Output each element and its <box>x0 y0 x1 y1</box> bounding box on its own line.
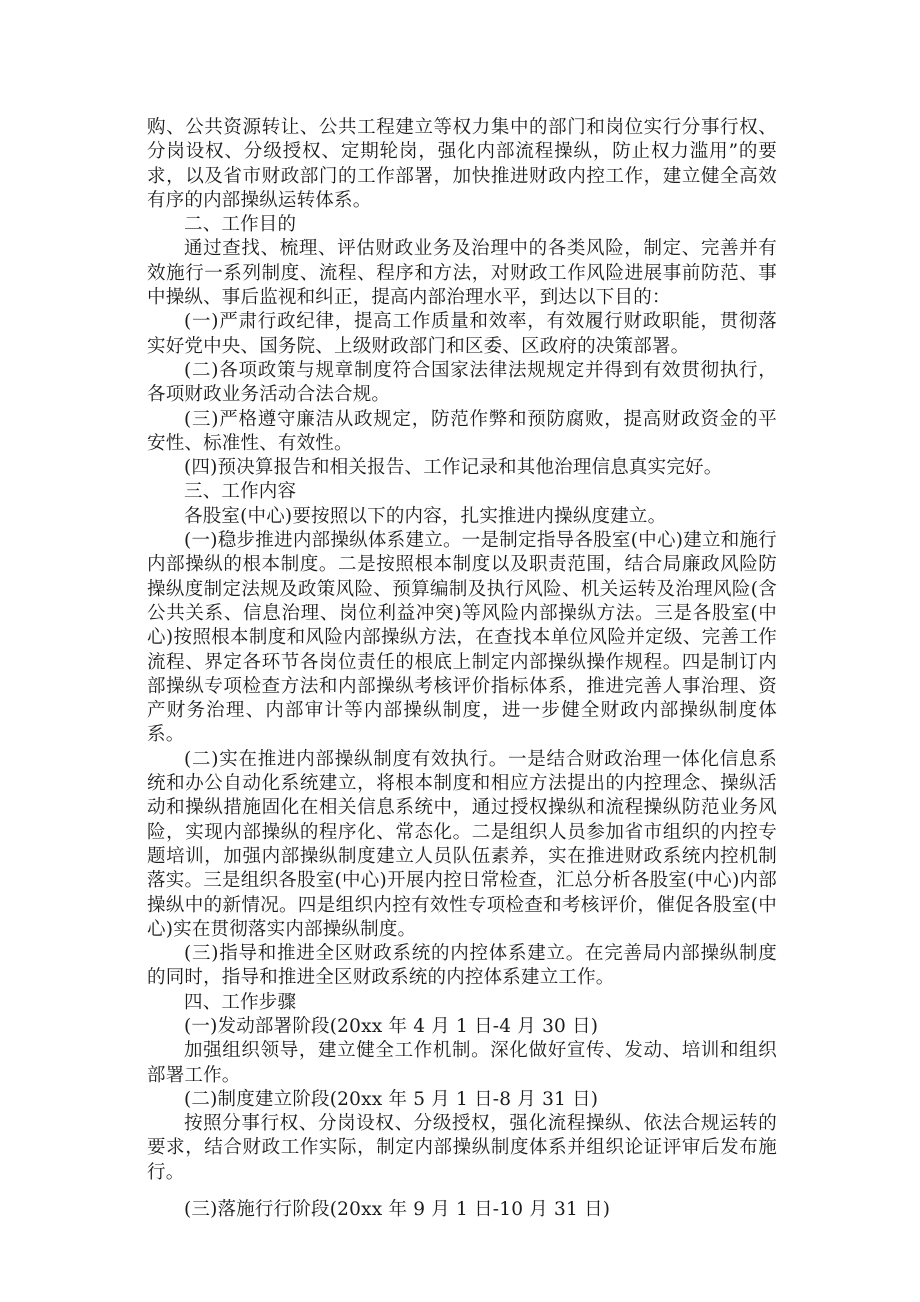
paragraph-step-2-title: (二)制度建立阶段(20xx 年 5 月 1 日-8 月 31 日) <box>184 1088 599 1110</box>
section-heading-work-steps: 四、工作步骤 <box>184 991 297 1013</box>
paragraph-step-2-body: 按照分事行权、分岗设权、分级授权，强化流程操纵、依法合规运转的要求，结合财政工作实际，制定内部操纵制度体系并组织论证评审后发布施行。 <box>147 1113 777 1183</box>
section-heading-work-goal: 二、工作目的 <box>184 214 297 236</box>
paragraph-step-1-title: (一)发动部署阶段(20xx 年 4 月 1 日-4 月 30 日) <box>184 1015 599 1037</box>
paragraph-goal-item-4: (四)预决算报告和相关报告、工作记录和其他治理信息真实完好。 <box>184 457 723 479</box>
paragraph-content-item-2: (二)实在推进内部操纵制度有效执行。一是结合财政治理一体化信息系统和办公自动化系统建立，将根本制度和相应方法提出的内控理念、操纵活动和操纵措施固化在相关信息系统中，通过授权操纵和流程操纵防范业务风险，实现内部操纵的程序化、常态化。二是组织人员参加省市组织的内控专题培训，加强内部操纵制度建立人员队伍素养，实在推进财政系统内控机制落实。三是组织各股室(中心)开展内控日常检查，汇总分析各股室(中心)内部操纵中的新情况。四是组织内控有效性专项检查和考核评价，催促各股室(中心)实在贯彻落实内部操纵制度。 <box>147 748 777 940</box>
paragraph-work-content: 各股室(中心)要按照以下的内容，扎实推进内操纵度建立。 <box>184 505 667 527</box>
document-body <box>147 116 777 1222</box>
paragraph-goal-item-1: (一)严肃行政纪律，提高工作质量和效率，有效履行财政职能，贯彻落实好党中央、国务院、上级财政部门和区委、区政府的决策部署。 <box>147 311 777 357</box>
paragraph-content-item-3: (三)指导和推进全区财政系统的内控体系建立。在完善局内部操纵制度的同时，指导和推进全区财政系统的内控体系建立工作。 <box>147 943 777 989</box>
paragraph-step-3-title: (三)落施行行阶段(20xx 年 9 月 1 日-10 月 31 日) <box>184 1199 611 1221</box>
paragraph-work-goal: 通过查找、梳理、评估财政业务及治理中的各类风险，制定、完善并有效施行一系列制度、流程、程序和方法，对财政工作风险进展事前防范、事中操纵、事后监视和纠正，提高内部治理水平，到达以下目的： <box>147 238 777 309</box>
paragraph-goal-item-2: (二)各项政策与规章制度符合国家法律法规规定并得到有效贯彻执行，各项财政业务活动合法合规。 <box>147 359 777 406</box>
paragraph-goal-item-3: (三)严格遵守廉洁从政规定，防范作弊和预防腐败，提高财政资金的平安性、标准性、有效性。 <box>147 408 777 454</box>
paragraph-step-1-body: 加强组织领导，建立健全工作机制。深化做好宣传、发动、培训和组织部署工作。 <box>147 1040 777 1086</box>
paragraph-content-item-1: (一)稳步推进内部操纵体系建立。一是制定指导各股室(中心)建立和施行内部操纵的根本制度。二是按照根本制度以及职责范围，结合局廉政风险防操纵度制定法规及政策风险、预算编制及执行风险、机关运转及治理风险(含公共关系、信息治理、岗位利益冲突)等风险内部操纵方法。三是各股室(中心)按照根本制度和风险内部操纵方法，在查找本单位风险并定级、完善工作流程、界定各环节各岗位责任的根底上制定内部操纵操作规程。四是制订内部操纵专项检查方法和内部操纵考核评价指标体系，推进完善人事治理、资产财务治理、内部审计等内部操纵制度，进一步健全财政内部操纵制度体系。 <box>147 530 777 746</box>
section-heading-work-content: 三、工作内容 <box>184 481 297 503</box>
paragraph-intro-continued: 购、公共资源转让、公共工程建立等权力集中的部门和岗位实行分事行权、分岗设权、分级授权、定期轮岗，强化内部流程操纵，防止权力滥用”的要求，以及省市财政部门的工作部署，加快推进财政内控工作，建立健全高效有序的内部操纵运转体系。 <box>147 117 777 211</box>
